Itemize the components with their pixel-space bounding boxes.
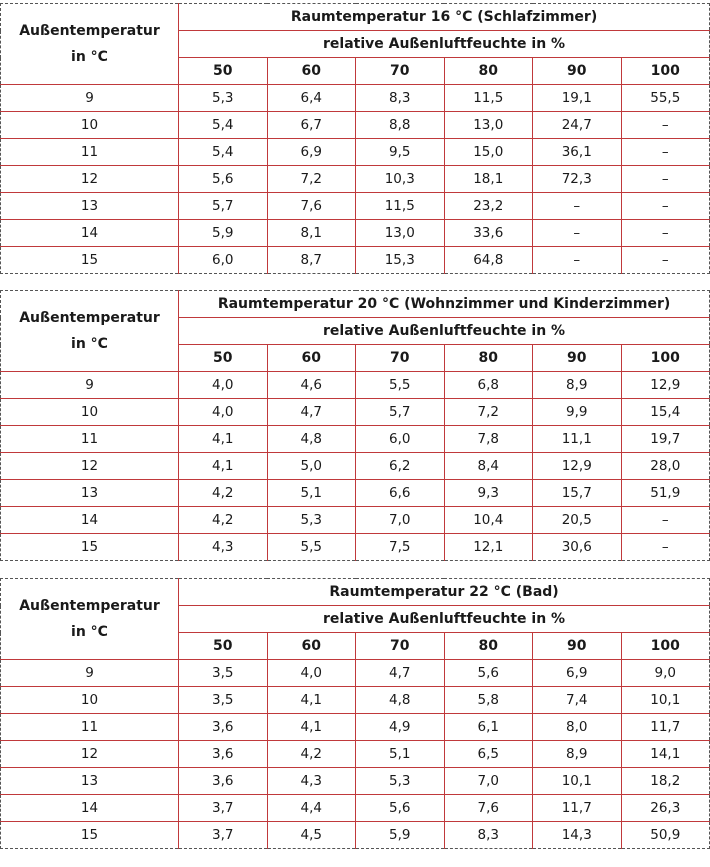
- value-cell: 4,1: [179, 453, 268, 480]
- humidity-col-header: 90: [533, 58, 622, 85]
- room-temp-title: Raumtemperatur 20 °C (Wohnzimmer und Kinderzimmer): [179, 291, 710, 318]
- value-cell: 14,1: [621, 741, 710, 768]
- value-cell: 26,3: [621, 795, 710, 822]
- value-cell: 55,5: [621, 85, 710, 112]
- value-cell: 5,8: [444, 687, 533, 714]
- room-temp-title: Raumtemperatur 16 °C (Schlafzimmer): [179, 4, 710, 31]
- value-cell: 5,6: [179, 166, 268, 193]
- table-room-temp-20: [0, 290, 710, 561]
- value-cell: 8,4: [444, 453, 533, 480]
- value-cell: 6,0: [356, 426, 445, 453]
- value-cell: –: [621, 220, 710, 247]
- outdoor-temp-label-line2: in °C: [71, 49, 108, 65]
- value-cell: 8,8: [356, 112, 445, 139]
- value-cell: 50,9: [621, 822, 710, 849]
- value-cell: 7,2: [267, 166, 356, 193]
- value-cell: 8,9: [533, 741, 622, 768]
- value-cell: 30,6: [533, 534, 622, 561]
- value-cell: 5,6: [444, 660, 533, 687]
- outdoor-temp-header: [1, 291, 179, 372]
- humidity-col-header: 90: [533, 633, 622, 660]
- value-cell: 6,9: [533, 660, 622, 687]
- value-cell: 7,4: [533, 687, 622, 714]
- outdoor-temp-cell: 14: [1, 220, 179, 247]
- humidity-col-header: 100: [621, 345, 710, 372]
- outdoor-temp-label-line2: in °C: [71, 624, 108, 640]
- humidity-col-header: 60: [267, 345, 356, 372]
- humidity-label: relative Außenluftfeuchte in %: [179, 318, 710, 345]
- value-cell: 5,4: [179, 112, 268, 139]
- outdoor-temp-header: [1, 4, 179, 85]
- outdoor-temp-cell: 15: [1, 822, 179, 849]
- value-cell: 7,0: [356, 507, 445, 534]
- outdoor-temp-label-line1: Außentemperatur: [19, 23, 160, 39]
- value-cell: –: [533, 247, 622, 274]
- value-cell: 4,5: [267, 822, 356, 849]
- table-row: [1, 372, 710, 399]
- value-cell: 7,0: [444, 768, 533, 795]
- table-row: [1, 714, 710, 741]
- table-body: [1, 579, 710, 849]
- humidity-col-header: 80: [444, 58, 533, 85]
- table-row: [1, 534, 710, 561]
- value-cell: 6,9: [267, 139, 356, 166]
- value-cell: –: [621, 139, 710, 166]
- outdoor-temp-label-line2: in °C: [71, 336, 108, 352]
- outdoor-temp-cell: 13: [1, 193, 179, 220]
- value-cell: 18,2: [621, 768, 710, 795]
- value-cell: 7,2: [444, 399, 533, 426]
- value-cell: 64,8: [444, 247, 533, 274]
- outdoor-temp-cell: 12: [1, 453, 179, 480]
- table-row: [1, 220, 710, 247]
- outdoor-temp-cell: 10: [1, 399, 179, 426]
- value-cell: 5,6: [356, 795, 445, 822]
- table-body: [1, 4, 710, 274]
- value-cell: 4,4: [267, 795, 356, 822]
- value-cell: 10,4: [444, 507, 533, 534]
- value-cell: –: [621, 247, 710, 274]
- table-row: [1, 193, 710, 220]
- value-cell: 10,1: [533, 768, 622, 795]
- value-cell: 24,7: [533, 112, 622, 139]
- table-row: [1, 85, 710, 112]
- value-cell: 6,1: [444, 714, 533, 741]
- title-row: [1, 4, 710, 31]
- value-cell: 9,3: [444, 480, 533, 507]
- value-cell: 9,0: [621, 660, 710, 687]
- humidity-col-header: 70: [356, 345, 445, 372]
- humidity-col-header: 80: [444, 345, 533, 372]
- value-cell: 4,1: [179, 426, 268, 453]
- outdoor-temp-cell: 11: [1, 139, 179, 166]
- value-cell: 15,3: [356, 247, 445, 274]
- table-row: [1, 426, 710, 453]
- value-cell: 7,5: [356, 534, 445, 561]
- title-row: [1, 579, 710, 606]
- value-cell: 15,4: [621, 399, 710, 426]
- outdoor-temp-label-line1: Außentemperatur: [19, 598, 160, 614]
- value-cell: 11,7: [621, 714, 710, 741]
- value-cell: 5,3: [356, 768, 445, 795]
- value-cell: 3,5: [179, 660, 268, 687]
- value-cell: 4,2: [179, 480, 268, 507]
- value-cell: 5,3: [179, 85, 268, 112]
- value-cell: –: [533, 193, 622, 220]
- value-cell: 11,5: [356, 193, 445, 220]
- value-cell: 4,0: [179, 372, 268, 399]
- humidity-label: relative Außenluftfeuchte in %: [179, 31, 710, 58]
- value-cell: 3,7: [179, 822, 268, 849]
- humidity-col-header: 90: [533, 345, 622, 372]
- value-cell: 23,2: [444, 193, 533, 220]
- table-row: [1, 660, 710, 687]
- outdoor-temp-cell: 12: [1, 166, 179, 193]
- value-cell: 4,9: [356, 714, 445, 741]
- table-row: [1, 741, 710, 768]
- value-cell: 6,0: [179, 247, 268, 274]
- table-room-temp-16: [0, 3, 710, 274]
- value-cell: 5,9: [179, 220, 268, 247]
- outdoor-temp-cell: 9: [1, 372, 179, 399]
- value-cell: 6,6: [356, 480, 445, 507]
- humidity-col-header: 70: [356, 58, 445, 85]
- table-row: [1, 453, 710, 480]
- outdoor-temp-cell: 9: [1, 660, 179, 687]
- value-cell: 4,2: [267, 741, 356, 768]
- outdoor-temp-label-line1: Außentemperatur: [19, 310, 160, 326]
- value-cell: 8,3: [444, 822, 533, 849]
- value-cell: 9,5: [356, 139, 445, 166]
- value-cell: 6,2: [356, 453, 445, 480]
- value-cell: 28,0: [621, 453, 710, 480]
- value-cell: 3,6: [179, 768, 268, 795]
- value-cell: 51,9: [621, 480, 710, 507]
- value-cell: 5,0: [267, 453, 356, 480]
- value-cell: 72,3: [533, 166, 622, 193]
- value-cell: 4,3: [179, 534, 268, 561]
- value-cell: 3,5: [179, 687, 268, 714]
- value-cell: 4,0: [179, 399, 268, 426]
- value-cell: –: [621, 193, 710, 220]
- value-cell: 13,0: [356, 220, 445, 247]
- value-cell: 5,9: [356, 822, 445, 849]
- value-cell: 33,6: [444, 220, 533, 247]
- table-row: [1, 768, 710, 795]
- value-cell: 6,7: [267, 112, 356, 139]
- humidity-col-header: 50: [179, 633, 268, 660]
- room-temp-title: Raumtemperatur 22 °C (Bad): [179, 579, 710, 606]
- table-row: [1, 399, 710, 426]
- table-body: [1, 291, 710, 561]
- value-cell: 8,1: [267, 220, 356, 247]
- humidity-col-header: 70: [356, 633, 445, 660]
- value-cell: 7,8: [444, 426, 533, 453]
- value-cell: 3,7: [179, 795, 268, 822]
- value-cell: 8,9: [533, 372, 622, 399]
- table-row: [1, 112, 710, 139]
- value-cell: 10,3: [356, 166, 445, 193]
- value-cell: 36,1: [533, 139, 622, 166]
- value-cell: 5,4: [179, 139, 268, 166]
- value-cell: 7,6: [267, 193, 356, 220]
- value-cell: 4,7: [267, 399, 356, 426]
- value-cell: 11,7: [533, 795, 622, 822]
- value-cell: 12,1: [444, 534, 533, 561]
- outdoor-temp-cell: 14: [1, 507, 179, 534]
- value-cell: 4,1: [267, 687, 356, 714]
- value-cell: 4,2: [179, 507, 268, 534]
- outdoor-temp-cell: 15: [1, 534, 179, 561]
- table-row: [1, 139, 710, 166]
- humidity-col-header: 100: [621, 58, 710, 85]
- value-cell: 18,1: [444, 166, 533, 193]
- value-cell: 5,7: [179, 193, 268, 220]
- table-row: [1, 166, 710, 193]
- value-cell: 6,4: [267, 85, 356, 112]
- table-row: [1, 247, 710, 274]
- value-cell: –: [621, 166, 710, 193]
- table-room-temp-22: [0, 578, 710, 849]
- value-cell: 3,6: [179, 714, 268, 741]
- outdoor-temp-cell: 13: [1, 480, 179, 507]
- outdoor-temp-cell: 10: [1, 112, 179, 139]
- value-cell: 4,6: [267, 372, 356, 399]
- humidity-col-header: 50: [179, 58, 268, 85]
- value-cell: 5,1: [267, 480, 356, 507]
- value-cell: 11,5: [444, 85, 533, 112]
- outdoor-temp-cell: 11: [1, 426, 179, 453]
- table-row: [1, 507, 710, 534]
- value-cell: –: [621, 507, 710, 534]
- outdoor-temp-cell: 10: [1, 687, 179, 714]
- value-cell: 19,7: [621, 426, 710, 453]
- value-cell: 5,7: [356, 399, 445, 426]
- value-cell: 7,6: [444, 795, 533, 822]
- value-cell: 6,8: [444, 372, 533, 399]
- value-cell: –: [621, 534, 710, 561]
- value-cell: 12,9: [621, 372, 710, 399]
- value-cell: 5,5: [356, 372, 445, 399]
- value-cell: 5,1: [356, 741, 445, 768]
- value-cell: 4,8: [267, 426, 356, 453]
- humidity-col-header: 60: [267, 633, 356, 660]
- value-cell: 15,0: [444, 139, 533, 166]
- table-row: [1, 687, 710, 714]
- outdoor-temp-cell: 12: [1, 741, 179, 768]
- value-cell: 4,1: [267, 714, 356, 741]
- value-cell: 8,3: [356, 85, 445, 112]
- outdoor-temp-header: [1, 579, 179, 660]
- value-cell: 4,7: [356, 660, 445, 687]
- outdoor-temp-cell: 9: [1, 85, 179, 112]
- value-cell: 13,0: [444, 112, 533, 139]
- value-cell: 15,7: [533, 480, 622, 507]
- value-cell: 19,1: [533, 85, 622, 112]
- value-cell: 8,0: [533, 714, 622, 741]
- value-cell: 4,3: [267, 768, 356, 795]
- value-cell: 5,5: [267, 534, 356, 561]
- value-cell: 11,1: [533, 426, 622, 453]
- value-cell: –: [533, 220, 622, 247]
- table-row: [1, 480, 710, 507]
- humidity-col-header: 80: [444, 633, 533, 660]
- value-cell: 3,6: [179, 741, 268, 768]
- title-row: [1, 291, 710, 318]
- outdoor-temp-cell: 15: [1, 247, 179, 274]
- humidity-col-header: 60: [267, 58, 356, 85]
- outdoor-temp-cell: 11: [1, 714, 179, 741]
- outdoor-temp-cell: 14: [1, 795, 179, 822]
- table-row: [1, 822, 710, 849]
- table-row: [1, 795, 710, 822]
- humidity-label: relative Außenluftfeuchte in %: [179, 606, 710, 633]
- value-cell: –: [621, 112, 710, 139]
- humidity-col-header: 50: [179, 345, 268, 372]
- value-cell: 12,9: [533, 453, 622, 480]
- value-cell: 6,5: [444, 741, 533, 768]
- value-cell: 9,9: [533, 399, 622, 426]
- value-cell: 14,3: [533, 822, 622, 849]
- value-cell: 20,5: [533, 507, 622, 534]
- outdoor-temp-cell: 13: [1, 768, 179, 795]
- value-cell: 8,7: [267, 247, 356, 274]
- value-cell: 5,3: [267, 507, 356, 534]
- humidity-col-header: 100: [621, 633, 710, 660]
- value-cell: 10,1: [621, 687, 710, 714]
- value-cell: 4,8: [356, 687, 445, 714]
- value-cell: 4,0: [267, 660, 356, 687]
